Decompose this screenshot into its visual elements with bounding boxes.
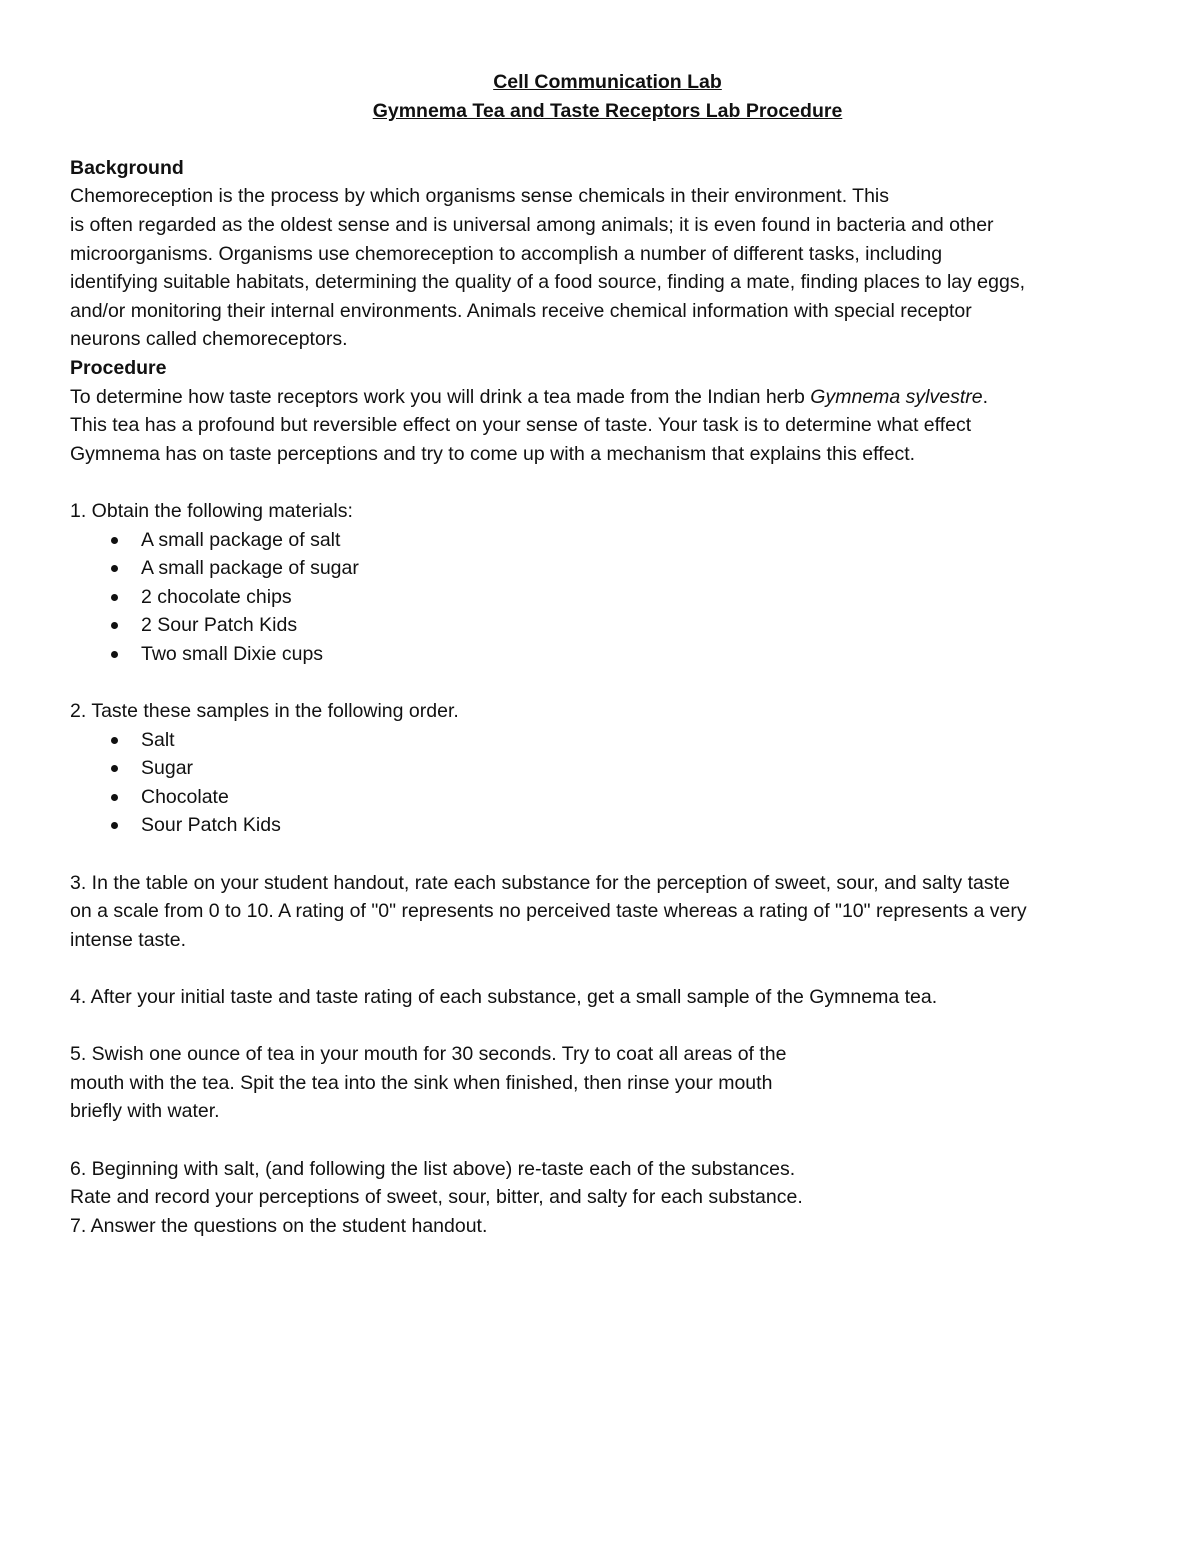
background-line: is often regarded as the oldest sense and is universal among animals; it is even found in bacteria and other: [70, 213, 994, 236]
document-subtitle: Gymnema Tea and Taste Receptors Lab Procedure: [372, 99, 843, 122]
bullet-icon: [111, 737, 118, 744]
step-3-line: intense taste.: [70, 928, 186, 951]
step-3: [70, 869, 1145, 955]
materials-list: [70, 526, 1145, 669]
list-item-text: Sour Patch Kids: [141, 814, 281, 837]
background-line: identifying suitable habitats, determining the quality of a food source, finding a mate, finding places to lay eggs,: [70, 271, 1026, 294]
spacer: [70, 1126, 1145, 1155]
procedure-intro: [70, 383, 1145, 469]
spacer: [70, 954, 1145, 983]
background-line: Chemoreception is the process by which organisms sense chemicals in their environment. This: [70, 185, 890, 208]
species-name: Gymnema sylvestre: [810, 385, 983, 408]
list-item: [70, 611, 1145, 640]
procedure-intro-line: This tea has a profound but reversible effect on your sense of taste. Your task is to determine what effect: [70, 414, 972, 437]
list-item-text: Two small Dixie cups: [141, 642, 324, 665]
procedure-heading: Procedure: [70, 356, 167, 379]
step-2: [70, 697, 1145, 840]
step-6: [70, 1155, 1145, 1212]
bullet-icon: [111, 622, 118, 629]
background-line: microorganisms. Organisms use chemoreception to accomplish a number of different tasks, including: [70, 242, 943, 265]
bullet-icon: [111, 594, 118, 601]
list-item: [70, 754, 1145, 783]
list-item: [70, 783, 1145, 812]
step-3-line: 3. In the table on your student handout, rate each substance for the perception of sweet, sour, and salty taste: [70, 871, 1010, 894]
procedure-intro-line: [70, 383, 1145, 412]
procedure-intro-period: .: [982, 385, 988, 408]
tasting-order-list: [70, 726, 1145, 840]
bullet-icon: [111, 651, 118, 658]
list-item-text: 2 chocolate chips: [141, 585, 292, 608]
spacer: [70, 1012, 1145, 1041]
step-5-line: mouth with the tea. Spit the tea into the sink when finished, then rinse your mouth: [70, 1071, 773, 1094]
step-5-line: 5. Swish one ounce of tea in your mouth for 30 seconds. Try to coat all areas of the: [70, 1043, 787, 1066]
procedure-intro-line: Gymnema has on taste perceptions and try to come up with a mechanism that explains this effect.: [70, 442, 916, 465]
step-1: [70, 497, 1145, 669]
document-page: [70, 68, 1145, 1240]
bullet-icon: [111, 537, 118, 544]
list-item-text: A small package of salt: [141, 528, 341, 551]
bullet-icon: [111, 765, 118, 772]
spacer: [70, 468, 1145, 497]
spacer: [70, 125, 1145, 154]
procedure-intro-text: To determine how taste receptors work you will drink a tea made from the Indian herb: [70, 385, 811, 408]
step-6-line: Rate and record your perceptions of sweet, sour, bitter, and salty for each substance.: [70, 1186, 803, 1209]
step-6-line: 6. Beginning with salt, (and following the list above) re-taste each of the substances.: [70, 1157, 796, 1180]
list-item: [70, 583, 1145, 612]
bullet-icon: [111, 565, 118, 572]
bullet-icon: [111, 822, 118, 829]
background-line: neurons called chemoreceptors.: [70, 328, 348, 351]
list-item-text: A small package of sugar: [141, 557, 359, 580]
background-line: and/or monitoring their internal environments. Animals receive chemical information with special receptor: [70, 299, 972, 322]
list-item: [70, 726, 1145, 755]
list-item: [70, 811, 1145, 840]
list-item-text: 2 Sour Patch Kids: [141, 614, 298, 637]
background-heading: Background: [70, 156, 184, 179]
list-item: [70, 526, 1145, 555]
step-5-line: briefly with water.: [70, 1100, 220, 1123]
spacer: [70, 840, 1145, 869]
list-item-text: Chocolate: [141, 785, 229, 808]
spacer: [70, 668, 1145, 697]
list-item-text: Salt: [141, 728, 175, 751]
step-7-text: 7. Answer the questions on the student handout.: [70, 1214, 488, 1237]
step-2-text: 2. Taste these samples in the following order.: [70, 700, 459, 723]
step-4-text: 4. After your initial taste and taste rating of each substance, get a small sample of the Gymnema tea.: [70, 986, 938, 1008]
step-1-text: 1. Obtain the following materials:: [70, 499, 353, 522]
step-3-line: on a scale from 0 to 10. A rating of "0" represents no perceived taste whereas a rating of "10" represents a very: [70, 900, 1027, 923]
bullet-icon: [111, 794, 118, 801]
document-title: Cell Communication Lab: [493, 71, 722, 93]
background-paragraph: [70, 182, 1145, 354]
list-item: [70, 640, 1145, 669]
list-item: [70, 554, 1145, 583]
step-5: [70, 1040, 1145, 1126]
list-item-text: Sugar: [141, 757, 194, 780]
